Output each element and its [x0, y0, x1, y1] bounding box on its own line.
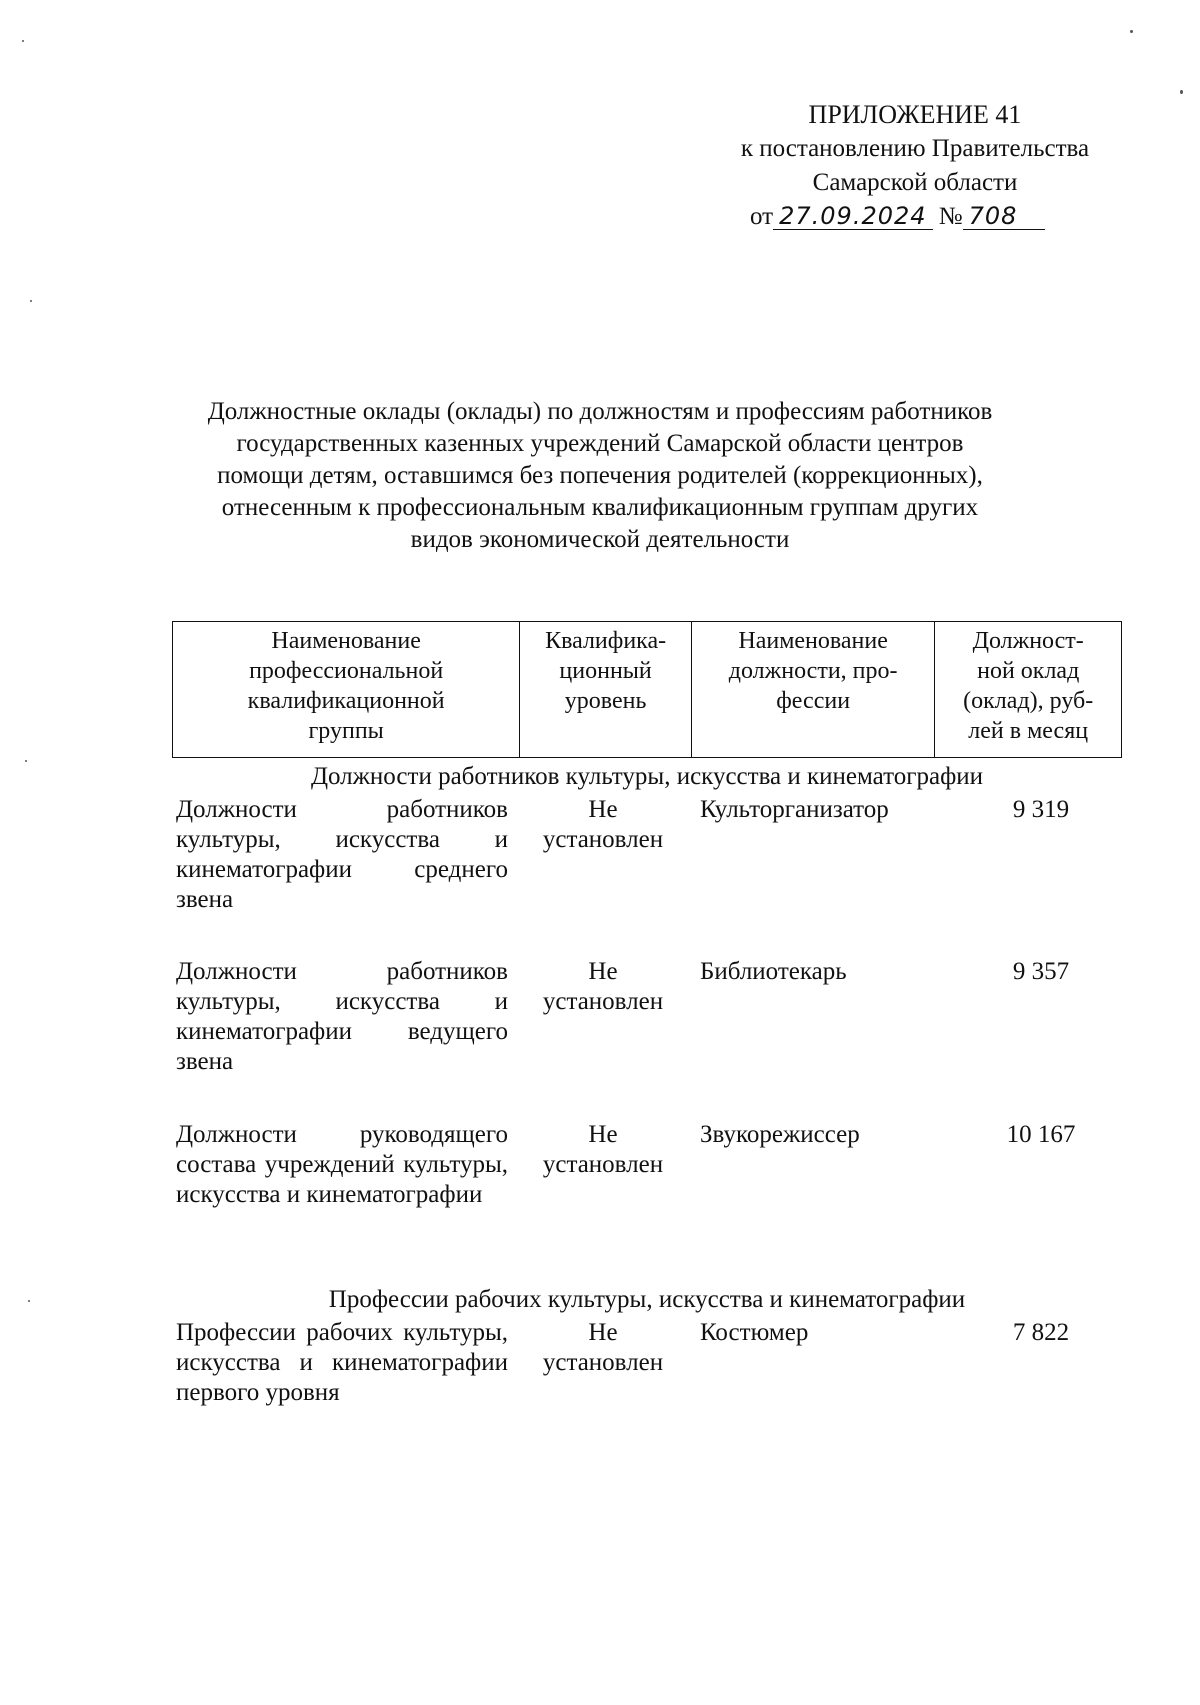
column-header-group — [173, 622, 520, 757]
row-salary: 9 357 — [1012, 958, 1070, 985]
handwritten-date: 27.09.2024 — [773, 203, 932, 230]
table-row — [176, 957, 1116, 1107]
level-text: установлен — [542, 826, 664, 853]
row-position: Культорганизатор — [700, 796, 889, 823]
column-header-salary — [935, 622, 1121, 757]
row-position: Костюмер — [700, 1319, 809, 1346]
document-title — [150, 396, 1050, 556]
row-level — [528, 795, 678, 855]
row-position: Звукорежиссер — [700, 1121, 860, 1148]
scan-speck — [22, 40, 24, 42]
header-text: уровень — [564, 688, 647, 714]
header-text: Наименование — [738, 628, 888, 654]
level-text: Не — [588, 1121, 618, 1148]
row-group: Профессии рабочих культуры, искусства и кинематографии первого уровня — [176, 1319, 508, 1406]
date-prefix: от — [750, 203, 774, 230]
appendix-line-3: Самарской области — [812, 169, 1018, 196]
title-line: государственных казенных учреждений Самарской области центров — [236, 430, 964, 457]
title-line: Должностные оклады (оклады) по должностям и профессиям работников — [207, 398, 993, 425]
row-position: Библиотекарь — [700, 958, 847, 985]
number-prefix: № — [938, 203, 963, 230]
title-line: помощи детям, оставшимся без попечения родителей (коррекционных), — [217, 462, 983, 489]
table-row — [176, 1318, 1116, 1468]
level-text: установлен — [542, 1151, 664, 1178]
header-text: фессии — [776, 688, 851, 714]
appendix-header — [690, 98, 1140, 234]
row-salary: 9 319 — [1012, 796, 1070, 823]
title-line: отнесенным к профессиональным квалификационным группам других — [221, 494, 979, 521]
scan-speck — [28, 1300, 30, 1302]
header-text: профессиональной — [249, 658, 444, 684]
header-text: ной оклад — [977, 658, 1080, 684]
table-row — [176, 795, 1116, 945]
title-line: видов экономической деятельности — [410, 526, 790, 553]
header-text: квалификационной — [247, 688, 445, 714]
header-text: группы — [308, 718, 384, 744]
section-title: Должности работников культуры, искусства и кинематографии — [310, 763, 984, 790]
row-level — [528, 957, 678, 1017]
row-level — [528, 1318, 678, 1378]
appendix-line-2: к постановлению Правительства — [740, 135, 1090, 162]
section-title: Профессии рабочих культуры, искусства и кинематографии — [328, 1286, 966, 1313]
header-text: Должност- — [972, 628, 1084, 654]
header-text: должности, про- — [728, 658, 898, 684]
column-header-position — [692, 622, 935, 757]
header-text: ционный — [559, 658, 652, 684]
level-text: Не — [588, 796, 618, 823]
scan-speck — [1130, 30, 1133, 33]
scan-speck — [1180, 90, 1183, 94]
header-text: лей в месяц — [968, 718, 1089, 744]
row-group: Должности работников культуры, искусства и кинематографии среднего звена — [176, 796, 508, 913]
column-header-level — [520, 622, 692, 757]
level-text: Не — [588, 1319, 618, 1346]
appendix-date-line — [690, 200, 1140, 234]
level-text: установлен — [542, 988, 664, 1015]
row-group: Должности руководящего состава учреждений культуры, искусства и кинематографии — [176, 1121, 508, 1208]
table-header — [172, 621, 1122, 758]
table-row — [176, 1120, 1116, 1270]
row-salary: 10 167 — [1006, 1121, 1076, 1148]
scan-speck — [25, 760, 27, 762]
row-level — [528, 1120, 678, 1180]
header-text: Наименование — [271, 628, 421, 654]
appendix-title: ПРИЛОЖЕНИЕ 41 — [808, 100, 1022, 129]
handwritten-number: 708 — [963, 203, 1045, 230]
scan-speck — [30, 300, 32, 302]
header-text: Квалифика- — [545, 628, 667, 654]
level-text: установлен — [542, 1349, 664, 1376]
header-text: (оклад), руб- — [963, 688, 1094, 714]
row-group: Должности работников культуры, искусства и кинематографии ведущего звена — [176, 958, 508, 1075]
row-salary: 7 822 — [1012, 1319, 1070, 1346]
level-text: Не — [588, 958, 618, 985]
